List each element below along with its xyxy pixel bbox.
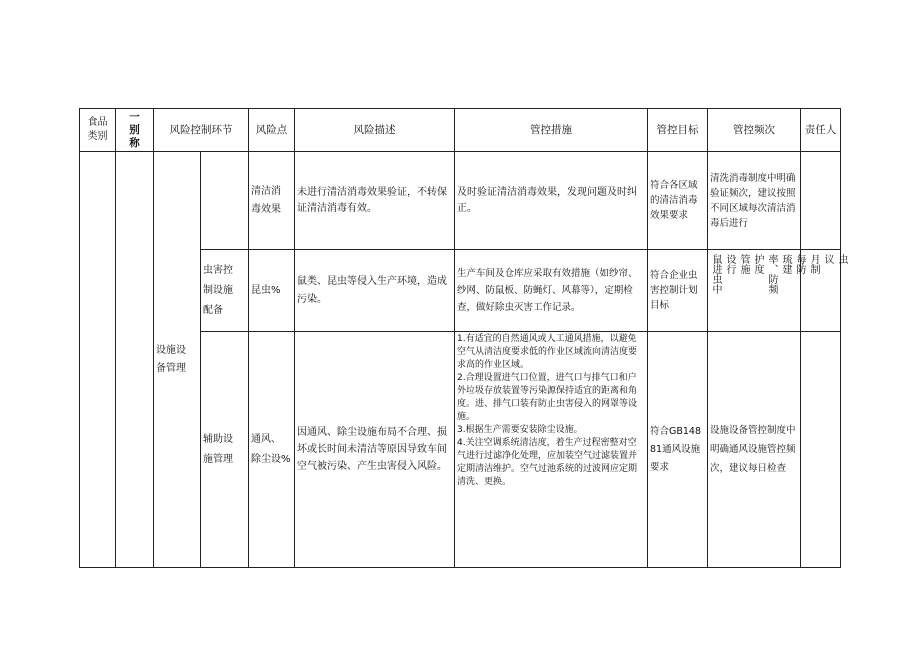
header-food-category: 食品 类别: [80, 109, 116, 152]
header-control-measures: 管控措施: [455, 109, 648, 152]
frequency-text-column: 议: [822, 253, 833, 264]
control-frequency-cell: 清洗消毒制度中明确验证频次，建议按照不同区域每次清洁消毒后进行: [708, 152, 801, 250]
frequency-text-column: 鼠进虫中: [710, 253, 721, 294]
risk-point-cell: 通风、 除尘设%: [249, 332, 295, 568]
responsible-person-cell: [801, 152, 841, 250]
risk-point-cell: 清洁消 毒效果: [249, 152, 295, 250]
responsible-person-cell: [801, 332, 841, 568]
header-control-frequency: 管控频次: [708, 109, 801, 152]
facility-management-cell: 设施设 备管理: [154, 152, 201, 568]
header-row: [80, 109, 841, 152]
control-frequency-cell: 设施设备管控制度中明确通风设施管控频次，建议每日检查: [708, 332, 801, 568]
frequency-text-column: 虫: [836, 253, 847, 264]
frequency-text-column: 每防: [794, 253, 805, 274]
header-alias: 一 别 称: [116, 109, 154, 152]
header-risk-control-link: 风险控制环节: [154, 109, 249, 152]
frequency-text-column: 护度: [752, 253, 763, 274]
table-row: [80, 152, 841, 250]
risk-control-table: [79, 108, 847, 568]
sub-link-cell: 虫害控 制设施 配备: [201, 250, 249, 332]
frequency-text-column: 琉建: [780, 253, 791, 274]
control-measures-cell: 生产车间及仓库应采取有效措施（如纱帘、纱网、防鼠板、防蝇灯、风幕等），定期检查，做好除虫灭害工作记录。: [455, 250, 648, 332]
header-control-target: 管控目标: [648, 109, 708, 152]
frequency-text-column: 设行: [724, 253, 735, 274]
risk-description-cell: 因通风、除尘设施布局不合理、损坏或长时间未清洁等原因导致车间空气被污染、产生虫害侵入风险。: [295, 332, 455, 568]
risk-description-cell: 鼠类、昆虫等侵入生产环境，造成污染。: [295, 250, 455, 332]
control-target-cell: 符合GB14881通风设施要求: [648, 332, 708, 568]
alias-cell: [116, 152, 154, 568]
header-risk-description: 风险描述: [295, 109, 455, 152]
risk-control-table-sheet: [79, 108, 847, 568]
header-risk-point: 风险点: [249, 109, 295, 152]
food-category-cell: [80, 152, 116, 568]
frequency-text-column: 率、防频: [766, 253, 777, 294]
frequency-text-column: 管施: [738, 253, 749, 274]
control-target-cell: 符合各区域的清洁消毒效果要求: [648, 152, 708, 250]
header-responsible-person: 责任人: [801, 109, 841, 152]
control-measures-cell: 及时验证清洁消毒效果，发现问题及时纠正。: [455, 152, 648, 250]
risk-point-cell: 昆虫%: [249, 250, 295, 332]
control-measures-cell: 1.有适宜的自然通风或人工通风措施，以避免空气从清洁度要求低的作业区域流向清洁度要求高的作业区域。 2.合理设置进气口位置，进气口与排气口和户外垃圾存放装置等污染源保持适宜的距离和角度。进、排气口装有防止虫害侵入的网罩等设施。 3.根据生产需要安装除尘设施。 4.关注空调系统清洁度，着生产过程密整对空气进行过滤净化处理，应加装空气过滤装置并定期清洁维护。空气过池系统的过波网应定期清洗、更换。: [455, 332, 648, 568]
vertical-frequency-text: [708, 252, 847, 330]
sub-link-cell: [201, 152, 249, 250]
control-target-cell: 符合企业虫害控制计划目标: [648, 250, 708, 332]
sub-link-cell: 辅助设 施管理: [201, 332, 249, 568]
control-frequency-cell: [708, 250, 847, 332]
risk-description-cell: 未进行清洁消毒效果验证，不转保证清洁消毒有效。: [295, 152, 455, 250]
frequency-text-column: 月制: [808, 253, 819, 274]
